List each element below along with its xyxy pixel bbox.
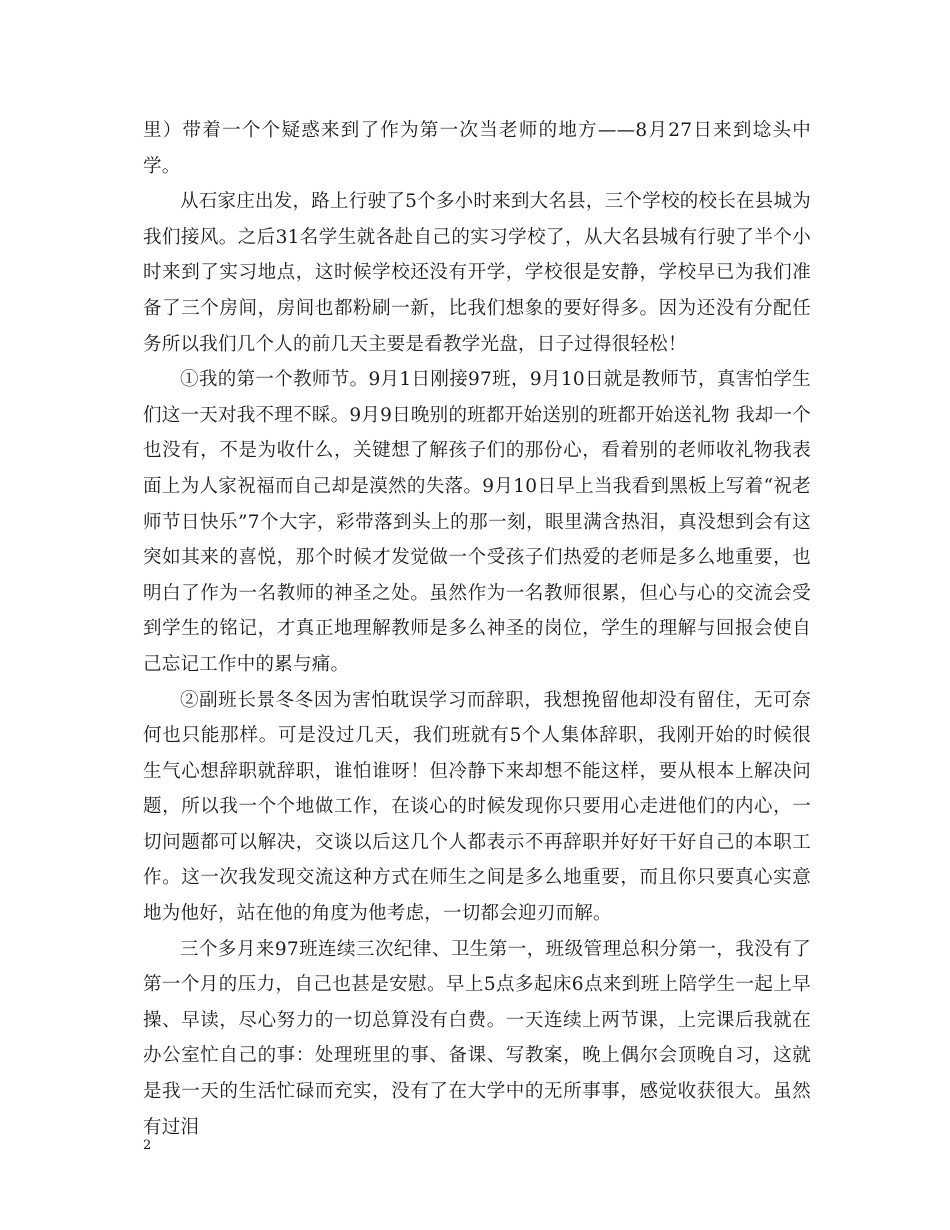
paragraph-3: ①我的第一个教师节。9月1日刚接97班，9月10日就是教师节，真害怕学生们这一天对我不理不睬。9月9日晚别的班都开始送别的班都开始送礼物 我却一个也没有，不是为收什么，关键想了解孩子们的那份心，看着别的老师收礼物我表面上为人家祝福而自己却是漠然的失落。9月10日早上当我看到黑板上写着“祝老师节日快乐”7个大字，彩带落到头上的那一刻，眼里满含热泪，真没想到会有这突如其来的喜悦，那个时候才发觉做一个受孩子们热爱的老师是多么地重要，也明白了作为一名教师的神圣之处。虽然作为一名教师很累，但心与心的交流会受到学生的铭记，才真正地理解教师是多么神圣的岗位，学生的理解与回报会使自己忘记工作中的累与痛。 bbox=[143, 369, 811, 675]
page-number: 2 bbox=[143, 1138, 152, 1153]
paragraph-2: 从石家庄出发，路上行驶了5个多小时来到大名县，三个学校的校长在县城为我们接风。之后31名学生就各赴自己的实习学校了，从大名县城有行驶了半个小时来到了实习地点，这时候学校还没有开学，学校很是安静，学校早已为我们准备了三个房间，房间也都粉刷一新，比我们想象的要好得多。因为还没有分配任务所以我们几个人的前几天主要是看教学光盘，日子过得很轻松！ bbox=[143, 191, 811, 355]
paragraph-4: ②副班长景冬冬因为害怕耽误学习而辞职，我想挽留他却没有留住，无可奈何也只能那样。可是没过几天，我们班就有5个人集体辞职，我刚开始的时候很生气心想辞职就辞职，谁怕谁呀！但冷静下来却想不能这样，要从根本上解决问题，所以我一个个地做工作，在谈心的时候发现你只要用心走进他们的内心，一切问题都可以解决，交谈以后这几个人都表示不再辞职并好好干好自己的本职工作。这一次我发现交流这种方式在师生之间是多么地重要，而且你只要真心实意地为他好，站在他的角度为他考虑，一切都会迎刃而解。 bbox=[143, 689, 811, 925]
paragraph-1: 里）带着一个个疑惑来到了作为第一次当老师的地方——8月27日来到埝头中学。 bbox=[143, 120, 811, 177]
body-text bbox=[143, 113, 811, 1145]
paragraph-5: 三个多月来97班连续三次纪律、卫生第一，班级管理总积分第一，我没有了第一个月的压力，自己也甚是安慰。早上5点多起床6点来到班上陪学生一起上早操、早读，尽心努力的一切总算没有白费。一天连续上两节课，上完课后我就在办公室忙自己的事：处理班里的事、备课、写教案，晚上偶尔会顶晚自习，这就是我一天的生活忙碌而充实，没有了在大学中的无所事事，感觉收获很大。虽然有过泪 bbox=[143, 938, 811, 1138]
